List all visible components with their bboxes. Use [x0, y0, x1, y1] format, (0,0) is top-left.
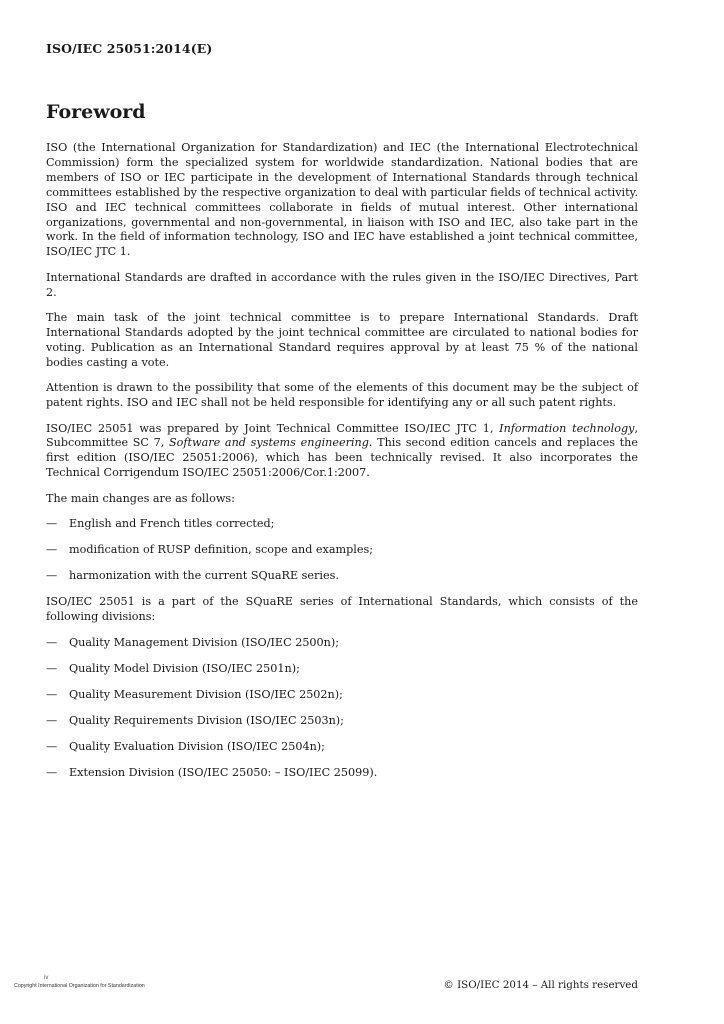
paragraph-square-series: ISO/IEC 25051 is a part of the SQuaRE series of International Standards, which consists of the following divisions: [46, 595, 638, 624]
licence-text: Copyright International Organization for Standardization [14, 983, 145, 989]
list-item-text: modification of RUSP definition, scope and examples; [69, 543, 373, 557]
dash-marker: — [46, 661, 58, 675]
list-item-text: Quality Measurement Division (ISO/IEC 2502n); [69, 687, 343, 701]
list-item [46, 543, 638, 558]
list-item-text: harmonization with the current SQuaRE series. [69, 569, 339, 583]
list-item [46, 688, 638, 703]
subcommittee-title: Software and systems engineering [169, 436, 369, 450]
list-item-text: Quality Management Division (ISO/IEC 2500n); [69, 635, 340, 649]
dash-marker: — [46, 543, 58, 557]
dash-marker: — [46, 517, 58, 531]
list-item [46, 740, 638, 755]
divisions-list [46, 636, 638, 781]
dash-marker: — [46, 766, 58, 780]
prepared-by-text-2: , Subcommittee SC 7, [46, 421, 638, 450]
list-item [46, 766, 638, 781]
list-item [46, 636, 638, 651]
page-number: iv [44, 975, 49, 981]
dash-marker: — [46, 687, 58, 701]
document-id: ISO/IEC 25051:2014(E) [46, 41, 213, 56]
committee-title: Information technology [499, 421, 635, 435]
paragraph-main-changes: The main changes are as follows: [46, 491, 235, 505]
paragraph-main-task: The main task of the joint technical committee is to prepare International Standards. Draft International Standards adopted by the joint technical committee are circulated to national bodies for voting. Publication as an International Standard requires approval by at least 75 % of the national bodies casting a vote. [46, 311, 638, 369]
paragraph-prepared-by [46, 422, 638, 482]
list-item [46, 714, 638, 729]
foreword-body [46, 141, 638, 792]
list-item-text: Quality Model Division (ISO/IEC 2501n); [69, 661, 300, 675]
list-item [46, 569, 638, 584]
paragraph-organizations: ISO (the International Organization for Standardization) and IEC (the International Electrotechnical Commission) form the specialized system for worldwide standardization. National bodies that are members of ISO or IEC participate in the development of International Standards through technical committees established by the respective organization to deal with particular fields of technical activity. ISO and IEC technical committees collaborate in fields of mutual interest. Other international organizations, governmental and non-governmental, in liaison with ISO and IEC, also take part in the work. In the field of information technology, ISO and IEC have established a joint technical committee, ISO/IEC JTC 1. [46, 141, 638, 259]
dash-marker: — [46, 635, 58, 649]
paragraph-patent-rights: Attention is drawn to the possibility that some of the elements of this document may be the subject of patent rights. ISO and IEC shall not be held responsible for identifying any or all such patent rights. [46, 381, 638, 410]
prepared-by-text-1: ISO/IEC 25051 was prepared by Joint Technical Committee ISO/IEC JTC 1, [46, 421, 500, 435]
dash-marker: — [46, 569, 58, 583]
list-item-text: Extension Division (ISO/IEC 25050: – ISO/IEC 25099). [69, 766, 378, 780]
dash-marker: — [46, 740, 58, 753]
paragraph-directives: International Standards are drafted in accordance with the rules given in the ISO/IEC Directives, Part 2. [46, 270, 638, 299]
list-item-text: English and French titles corrected; [69, 517, 275, 531]
page-title: Foreword [46, 101, 146, 123]
dash-marker: — [46, 713, 58, 727]
changes-list [46, 517, 638, 584]
licence-footer [14, 975, 145, 989]
prepared-by-text-3: . This second edition cancels and replaces the first edition (ISO/IEC 25051:2006), which has been technically revised. It also incorporates the Technical Corrigendum ISO/IEC 25051:2006/Cor.1:2007. [46, 436, 638, 480]
list-item [46, 662, 638, 677]
list-item-text: Quality Evaluation Division (ISO/IEC 2504n); [69, 740, 325, 753]
list-item-text: Quality Requirements Division (ISO/IEC 2503n); [69, 713, 344, 727]
list-item [46, 517, 638, 532]
copyright-notice: © ISO/IEC 2014 – All rights reserved [443, 979, 638, 991]
